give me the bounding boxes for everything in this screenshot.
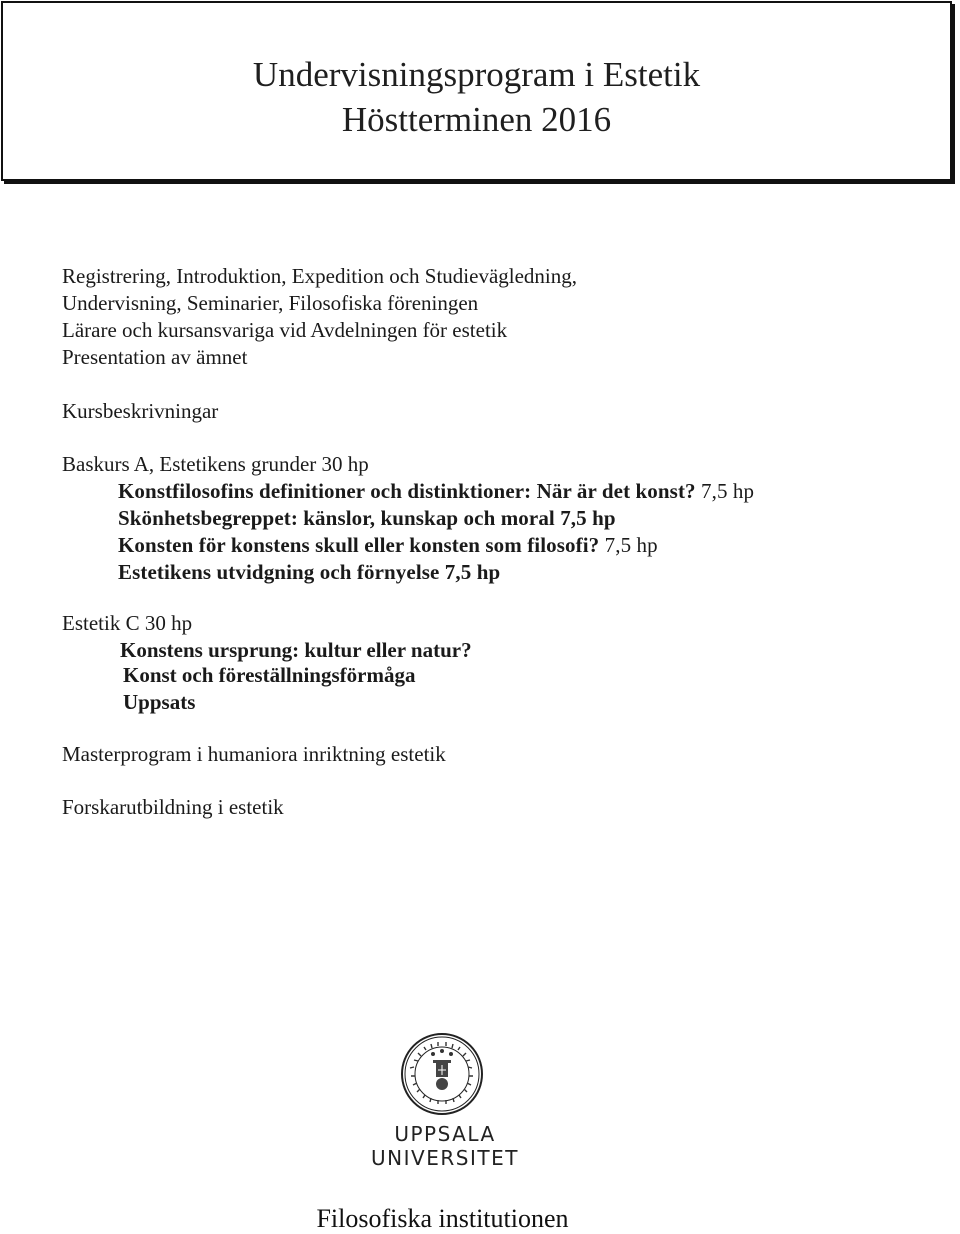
page-title: Undervisningsprogram i Estetik (252, 55, 701, 94)
course-item: Estetikens utvidgning och förnyelse 7,5 hp (118, 560, 501, 584)
course-item: Konstens ursprung: kultur eller natur? (120, 638, 472, 662)
intro-item: Presentation av ämnet (62, 345, 248, 369)
estetik-c-heading: Estetik C 30 hp (62, 611, 193, 635)
doctoral-education: Forskarutbildning i estetik (62, 795, 284, 819)
course-credits: 7,5 hp (604, 533, 658, 557)
master-program: Masterprogram i humaniora inriktning estetik (62, 742, 446, 766)
intro-item: Registrering, Introduktion, Expedition och Studievägledning, (62, 264, 578, 288)
course-item (118, 532, 658, 558)
baskurs-heading: Baskurs A, Estetikens grunder 30 hp (62, 452, 369, 476)
course-name: Konstfilosofins definitioner och distinktioner: När är det konst? (118, 479, 696, 503)
course-item (118, 478, 754, 504)
course-item: Konst och föreställningsförmåga (123, 663, 416, 687)
page-subtitle: Höstterminen 2016 (341, 100, 612, 139)
course-descriptions-heading: Kursbeskrivningar (62, 399, 219, 423)
course-item: Skönhetsbegreppet: känslor, kunskap och moral 7,5 hp (118, 506, 616, 530)
course-credits: 7,5 hp (701, 479, 755, 503)
course-item: Uppsats (123, 690, 196, 714)
title-box (1, 1, 952, 181)
intro-item: Lärare och kursansvariga vid Avdelningen för estetik (62, 318, 508, 342)
intro-item: Undervisning, Seminarier, Filosofiska föreningen (62, 291, 479, 315)
university-name-line: UPPSALA (394, 1122, 496, 1146)
course-name: Konsten för konstens skull eller konsten som filosofi? (118, 533, 600, 557)
university-name-line: UNIVERSITET (371, 1146, 519, 1170)
department-name: Filosofiska institutionen (316, 1204, 569, 1233)
university-seal-icon (400, 1032, 484, 1116)
